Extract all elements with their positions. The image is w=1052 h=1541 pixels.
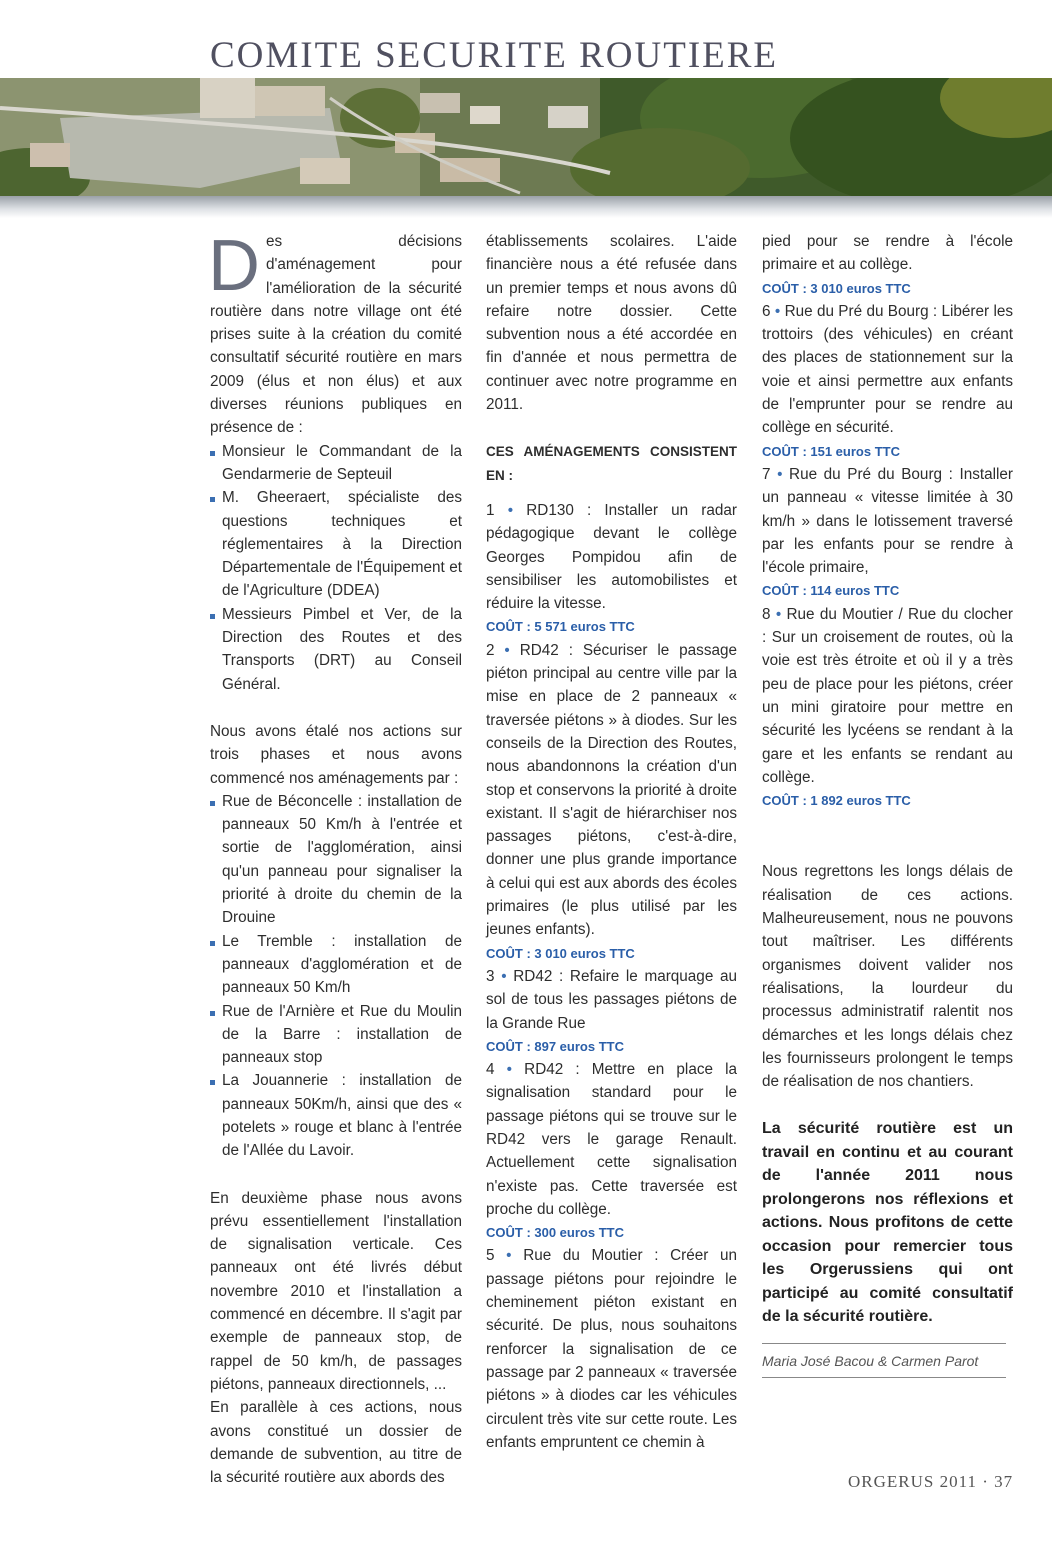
list-item: M. Gheeraert, spécialiste des questions techniques et réglementaires à la Direction Départementale de l'Équipement et de l'Agriculture (DDEA) [210,486,462,602]
item-6: 6 • Rue du Pré du Bourg : Libérer les trottoirs (des véhicules) en créant des places de stationnement sur la voie et ainsi permettre aux enfants de l'emprunter pour se rendre au collège en sécurité. [762,302,1014,437]
list-item: Rue de l'Arnière et Rue du Moulin de la Barre : installation de panneaux stop [210,1000,462,1070]
list-item: Le Tremble : installation de panneaux d'agglomération et de panneaux 50 Km/h [210,930,462,1000]
item-2: 2 • RD42 : Sécuriser le passage piéton principal au centre ville par la mise en place de 2 panneaux « traversée piétons » à diodes. Sur les conseils de la Direction des Routes, nous abandonnons la création d'un stop et conservons la priorité à droite existant. Il s'agit de hiérarchiser nos passages piétons, c'est-à-dire, donner une plus grande importance à celui qui est aux abords des écoles primaires (le plus utilisé par les jeunes enfants). [486,641,737,939]
presence-list [210,440,462,696]
cost-1: COÛT : 5 571 euros TTC [486,619,635,635]
phase1-list [210,790,462,1163]
list-item: Messieurs Pimbel et Ver, de la Direction des Routes et des Transports (DRT) au Conseil Général. [210,603,462,696]
cost-4: COÛT : 300 euros TTC [486,1225,624,1241]
column-2 [486,230,737,1454]
item-1: 1 • RD130 : Installer un radar pédagogique devant le collège Georges Pompidou afin de sensibiliser les automobilistes et réduire la vitesse. [486,501,738,613]
intro-text: es décisions d'aménagement pour l'amélioration de la sécurité routière dans notre village ont été prises suite à la création du comité consultatif sécurité routière en mars 2009 (élus et non élus) et aux diverses réunions publiques en présence de : [210,233,462,437]
cost-5: COÛT : 3 010 euros TTC [762,280,911,296]
item-7: 7 • Rue du Pré du Bourg : Installer un panneau « vitesse limitée à 30 km/h » dans le lotissement traversé par les enfants pour se rendre à l'école primaire, [762,465,1014,577]
cost-2: COÛT : 3 010 euros TTC [486,945,635,961]
list-item: Rue de Béconcelle : installation de panneaux 50 Km/h à l'entrée et sortie de l'agglomération, ainsi qu'un panneau pour signaliser la priorité à droite du chemin de la Drouine [210,790,462,930]
intro-paragraph [208,226,462,440]
item-5: 5 • Rue du Moutier : Créer un passage piétons pour rejoindre le cheminement piéton existant en sécurité. De plus, nous souhaitons renforcer la signalisation de ce passage par 2 panneaux « traversée piétons » à diodes car les véhicules circulent très vite sur cette route. Les enfants empruntent ce chemin à [486,1247,738,1451]
regrets-paragraph: Nous regrettons les longs délais de réalisation de ces actions. Malheureusement, nous ne pouvons tout maîtriser. Les différents organismes doivent valider nos réalisations, la lourdeur du processus administratif ralentit nos démarches et les longs délais chez les fournisseurs prolongent le temps de réalisation de nos chantiers. [762,863,1013,1091]
column-1 [208,226,462,1489]
column-3 [762,230,1013,1378]
item-4: 4 • RD42 : Mettre en place la signalisation standard pour le passage piétons qui se trouve sur le RD42 vers le garage Renault. Actuellement cette signalisation n'existe pas. Cette traversée est proche du collège. [486,1061,738,1218]
phase2-paragraph: En deuxième phase nous avons prévu essentiellement l'installation de signalisation verticale. Ces panneaux ont été livrés début novembre 2010 et l'installation a commencé en décembre. Il s'agit par exemple de panneaux stop, de rappel de 50 km/h, de passages piétons, panneaux directionnels, ... [210,1189,462,1393]
cost-3: COÛT : 897 euros TTC [486,1038,624,1054]
continuation-paragraph: établissements scolaires. L'aide financière nous a été refusée dans un premier temps et nous avons dû refaire notre dossier. Cette subvention nous a été accordée en fin d'année et nous permettra de continuer avec notre programme en 2011. [486,233,737,414]
banner-photo [0,78,1052,196]
page-title: COMITE SECURITE ROUTIERE [210,35,779,76]
banner-shadow [0,196,1052,218]
cost-7: COÛT : 114 euros TTC [762,583,900,599]
section-heading: CES AMÉNAGEMENTS CONSISTENT EN : [486,444,737,483]
cost-8: COÛT : 1 892 euros TTC [762,793,911,809]
conclusion-paragraph: La sécurité routière est un travail en continu et au courant de l'année 2011 nous prolongerons nos réflexions et actions. Nous profitons de cette occasion pour remercier tous les Orgerussiens qui ont participé au comité consultatif de la sécurité routière. [762,1120,1013,1326]
continuation-paragraph: pied pour se rendre à l'école primaire et au collège. [762,233,1013,274]
item-3: 3 • RD42 : Refaire le marquage au sol de tous les passages piétons de la Grande Rue [486,967,738,1032]
signature: Maria José Bacou & Carmen Parot [762,1343,1006,1378]
cost-6: COÛT : 151 euros TTC [762,443,900,459]
drop-cap: D [208,226,260,306]
phases-intro: Nous avons étalé nos actions sur trois phases et nous avons commencé nos aménagements par : [210,722,462,787]
item-8: 8 • Rue du Moutier / Rue du clocher : Sur un croisement de routes, où la voie est très étroite et où il y a très peu de place pour les piétons, créer un mini giratoire pour mettre en sécurité les lycéens se rendant à la gare et les enfants se rendant au collège. [762,605,1014,786]
page-footer: ORGERUS 2011 · 37 [848,1472,1014,1491]
subvention-paragraph: En parallèle à ces actions, nous avons constitué un dossier de demande de subvention, au titre de la sécurité routière aux abords des [210,1399,462,1487]
list-item: Monsieur le Commandant de la Gendarmerie de Septeuil [210,440,462,487]
list-item: La Jouannerie : installation de panneaux 50Km/h, ainsi que des « potelets » rouge et blanc à l'entrée de l'Allée du Lavoir. [210,1069,462,1162]
